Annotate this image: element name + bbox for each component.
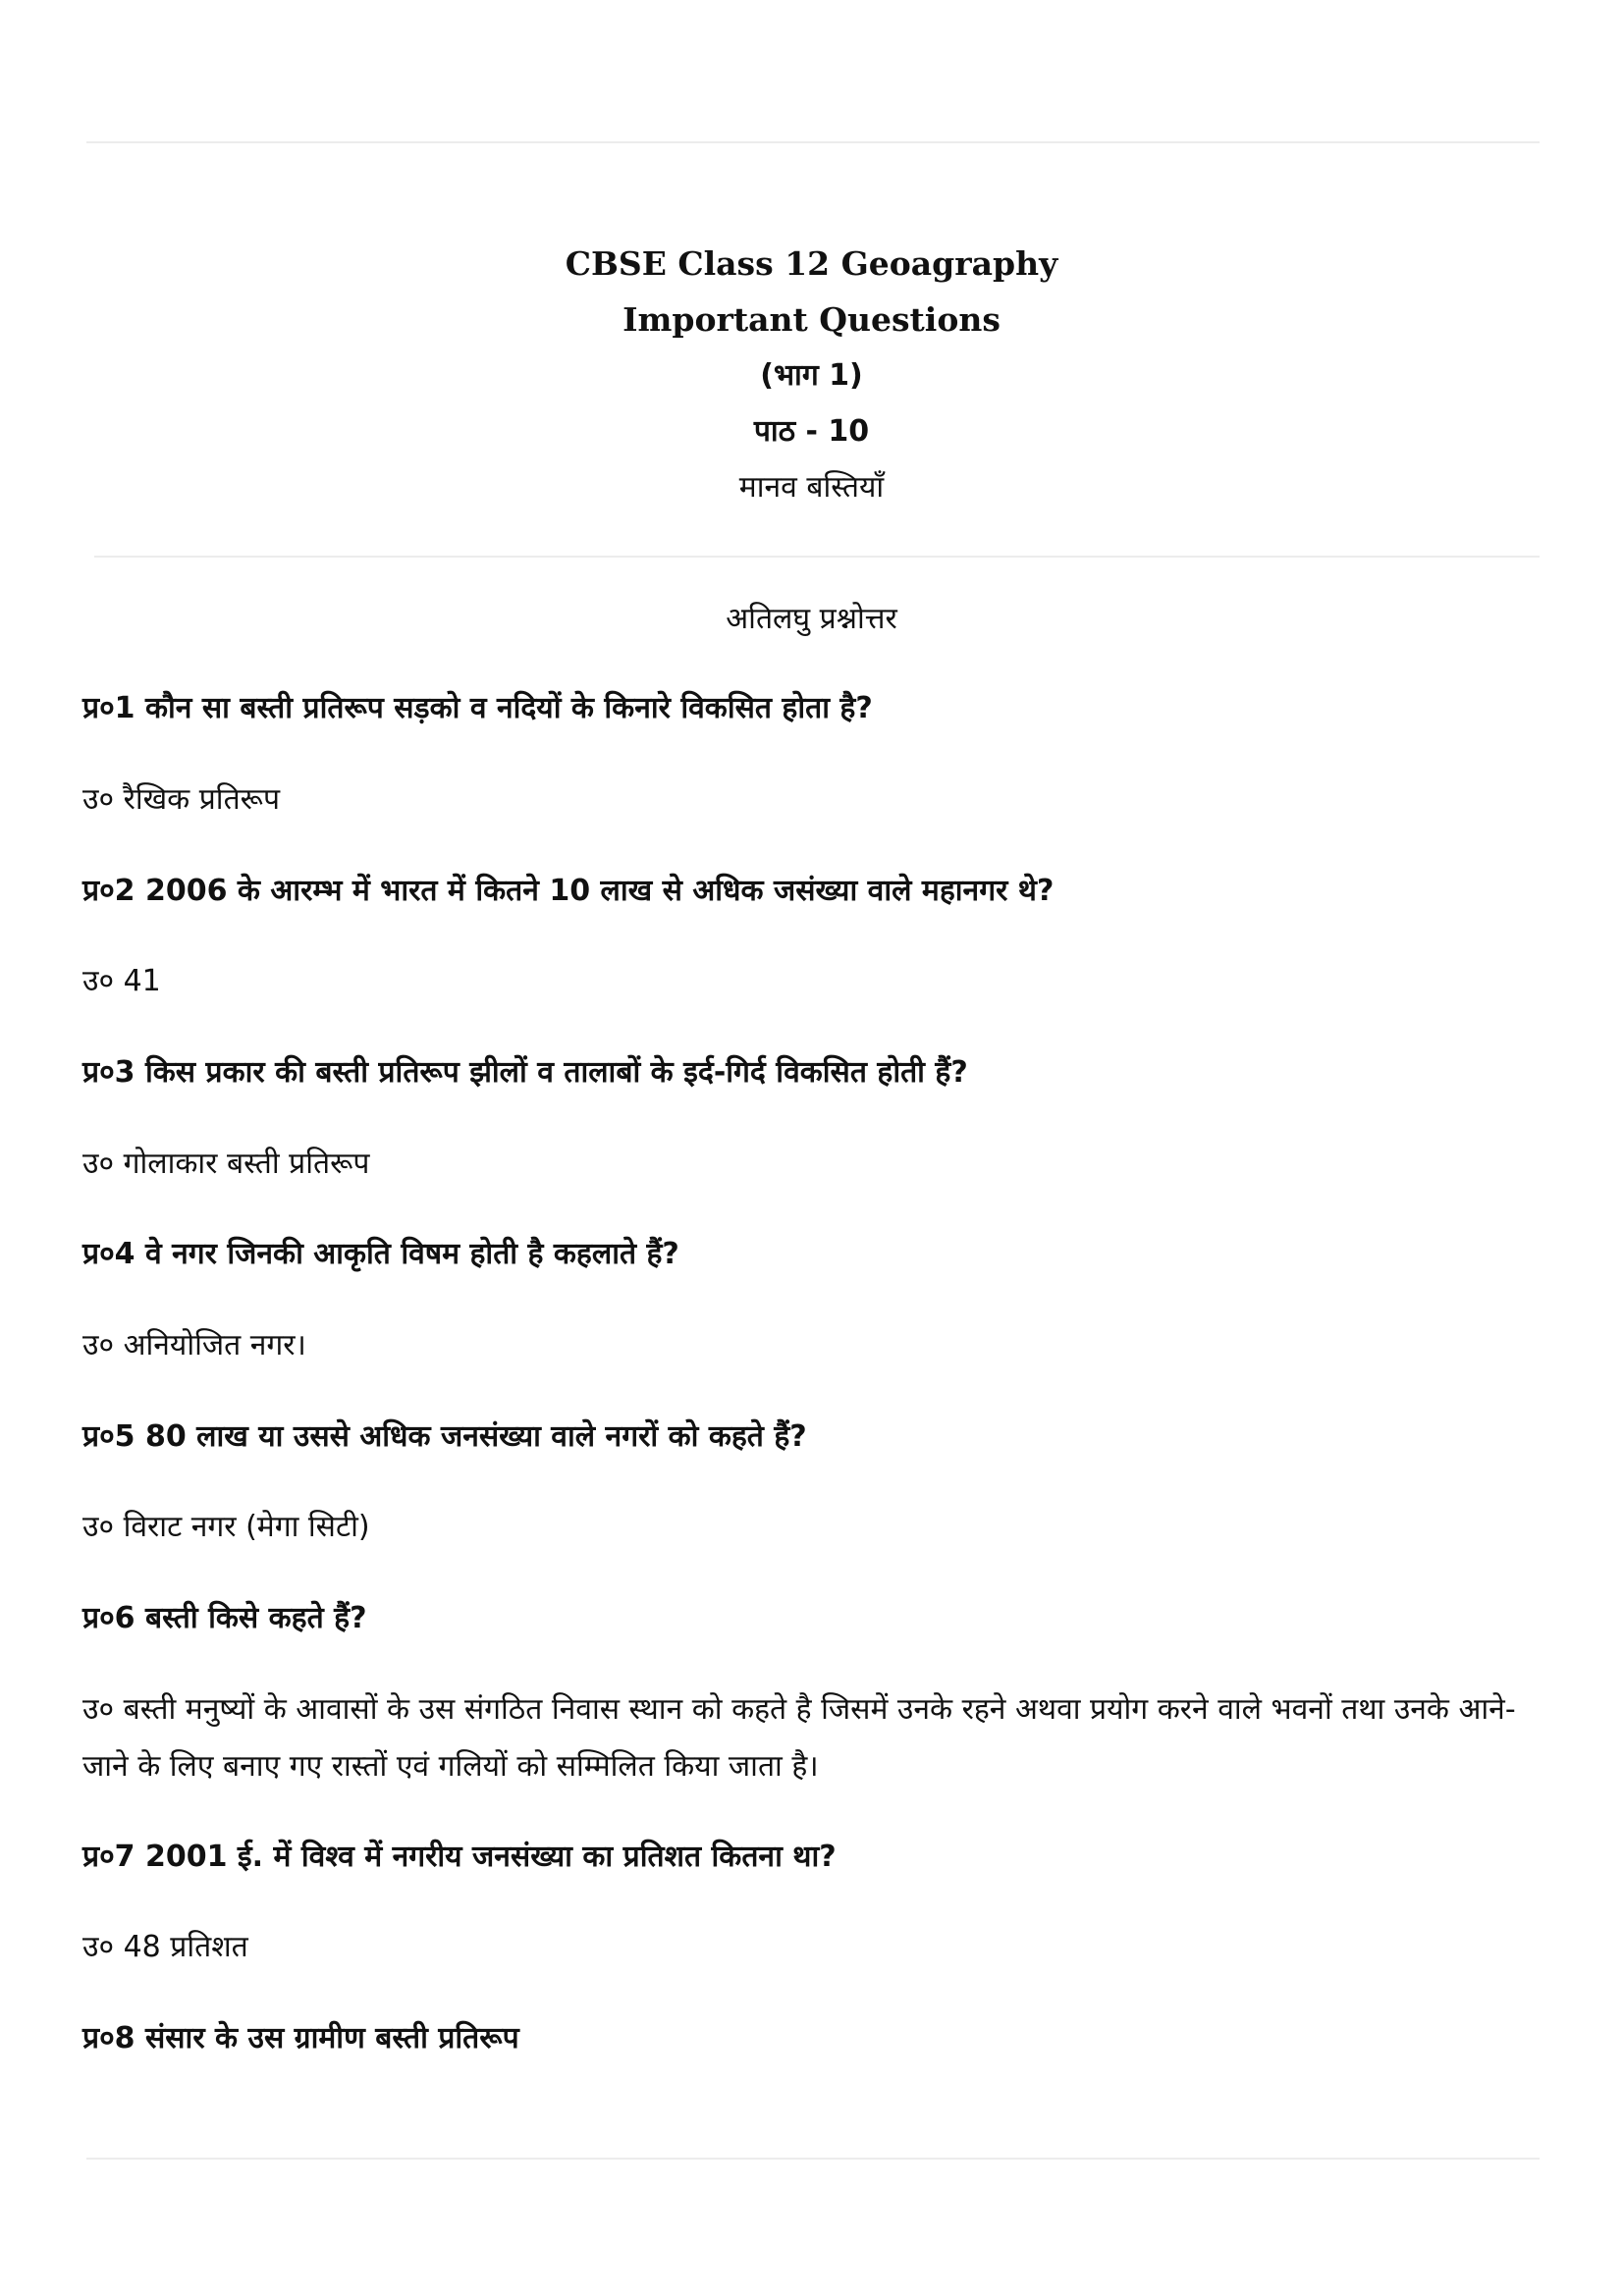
answer-1: उ० रैखिक प्रतिरूप [82, 782, 281, 817]
question-6: प्र०6 बस्ती किसे कहते हैं? [82, 1601, 367, 1635]
answer-4: उ० अनियोजित नगर। [82, 1328, 306, 1362]
header-divider [94, 556, 1540, 558]
question-1: प्र०1 कौन सा बस्ती प्रतिरूप सड़को व नदियों के किनारे विकसित होता है? [82, 691, 873, 725]
header-subtitle: Important Questions [622, 300, 1001, 339]
answer-5: उ० विराट नगर (मेगा सिटी) [82, 1510, 370, 1544]
question-4: प्र०4 वे नगर जिनकी आकृति विषम होती है कहलाते हैं? [82, 1237, 679, 1271]
header-part: (भाग 1) [760, 358, 863, 393]
header-title: CBSE Class 12 Geoagraphy [565, 244, 1058, 283]
top-divider [86, 141, 1540, 143]
section-title: अतिलघु प्रश्नोत्तर [726, 602, 897, 636]
question-2: प्र०2 2006 के आरम्भ में भारत में कितने 10 लाख से अधिक जसंख्या वाले महानगर थे? [82, 874, 1055, 908]
answer-2: उ० 41 [82, 964, 161, 998]
answer-7: उ० 48 प्रतिशत [82, 1930, 248, 1964]
question-8: प्र०8 संसार के उस ग्रामीण बस्ती प्रतिरूप [82, 2021, 519, 2056]
answer-3: उ० गोलाकार बस्ती प्रतिरूप [82, 1147, 370, 1181]
question-5: प्र०5 80 लाख या उससे अधिक जनसंख्या वाले नगरों को कहते हैं? [82, 1419, 807, 1454]
header-chapter-title: मानव बस्तियाँ [738, 470, 885, 505]
question-7: प्र०7 2001 ई. में विश्व में नगरीय जनसंख्या का प्रतिशत कितना था? [82, 1840, 837, 1874]
document-header [0, 236, 1623, 515]
bottom-divider [86, 2158, 1540, 2160]
question-3: प्र०3 किस प्रकार की बस्ती प्रतिरूप झीलों व तालाबों के इर्द-गिर्द विकसित होती हैं? [82, 1055, 968, 1090]
header-chapter: पाठ - 10 [753, 414, 870, 449]
answer-6: उ० बस्ती मनुष्यों के आवासों के उस संगठित निवास स्थान को कहते है जिसमें उनके रहने अथवा प्रयोग करने वाले भवनों तथा उनके आने-जाने के लिए बनाए गए रास्तों एवं गलियों को सम्मिलित किया जाता है। [82, 1692, 1516, 1784]
